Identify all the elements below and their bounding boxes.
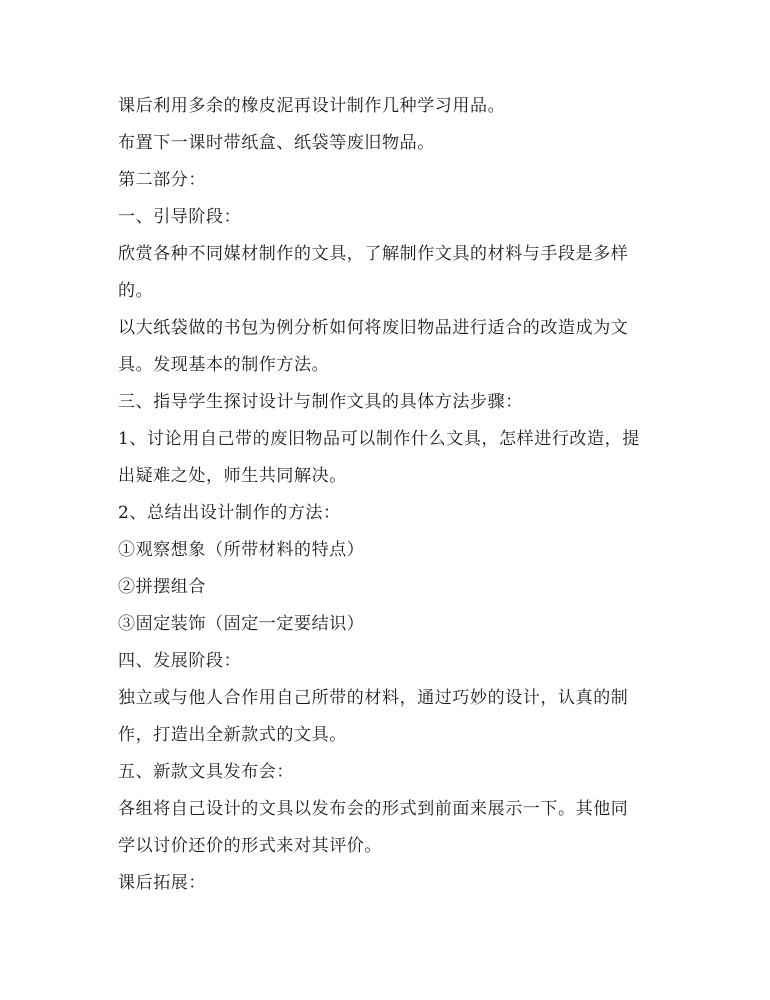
list-item: ②拼摆组合 (118, 577, 206, 597)
text-line: 的。 (118, 281, 154, 301)
text-line: 作，打造出全新款式的文具。 (118, 725, 347, 745)
text-line: 具。发现基本的制作方法。 (118, 355, 330, 375)
document-page (118, 88, 658, 902)
text-line: 课后利用多余的橡皮泥再设计制作几种学习用品。 (118, 96, 506, 116)
section-heading: 四、发展阶段： (118, 651, 242, 671)
section-heading: 五、新款文具发布会： (118, 762, 294, 782)
text-line: 独立或与他人合作用自己所带的材料，通过巧妙的设计，认真的制 (118, 688, 629, 708)
text-line: 欣赏各种不同媒材制作的文具，了解制作文具的材料与手段是多样 (118, 244, 629, 264)
text-line: 各组将自己设计的文具以发布会的形式到前面来展示一下。其他同 (118, 799, 629, 819)
section-heading: 第二部分： (118, 170, 206, 190)
text-line: 2、总结出设计制作的方法： (118, 503, 341, 523)
section-heading: 三、指导学生探讨设计与制作文具的具体方法步骤： (118, 392, 523, 412)
list-item: ③固定装饰（固定一定要结识） (118, 614, 365, 634)
section-heading: 课后拓展： (118, 873, 206, 893)
list-item: ①观察想象（所带材料的特点） (118, 540, 365, 560)
text-line: 1、讨论用自己带的废旧物品可以制作什么文具，怎样进行改造，提 (118, 429, 640, 449)
section-heading: 一、引导阶段： (118, 207, 242, 227)
text-line: 布置下一课时带纸盒、纸袋等废旧物品。 (118, 133, 435, 153)
text-line: 学以讨价还价的形式来对其评价。 (118, 836, 382, 856)
text-line: 以大纸袋做的书包为例分析如何将废旧物品进行适合的改造成为文 (118, 318, 629, 338)
text-line: 出疑难之处，师生共同解决。 (118, 466, 347, 486)
